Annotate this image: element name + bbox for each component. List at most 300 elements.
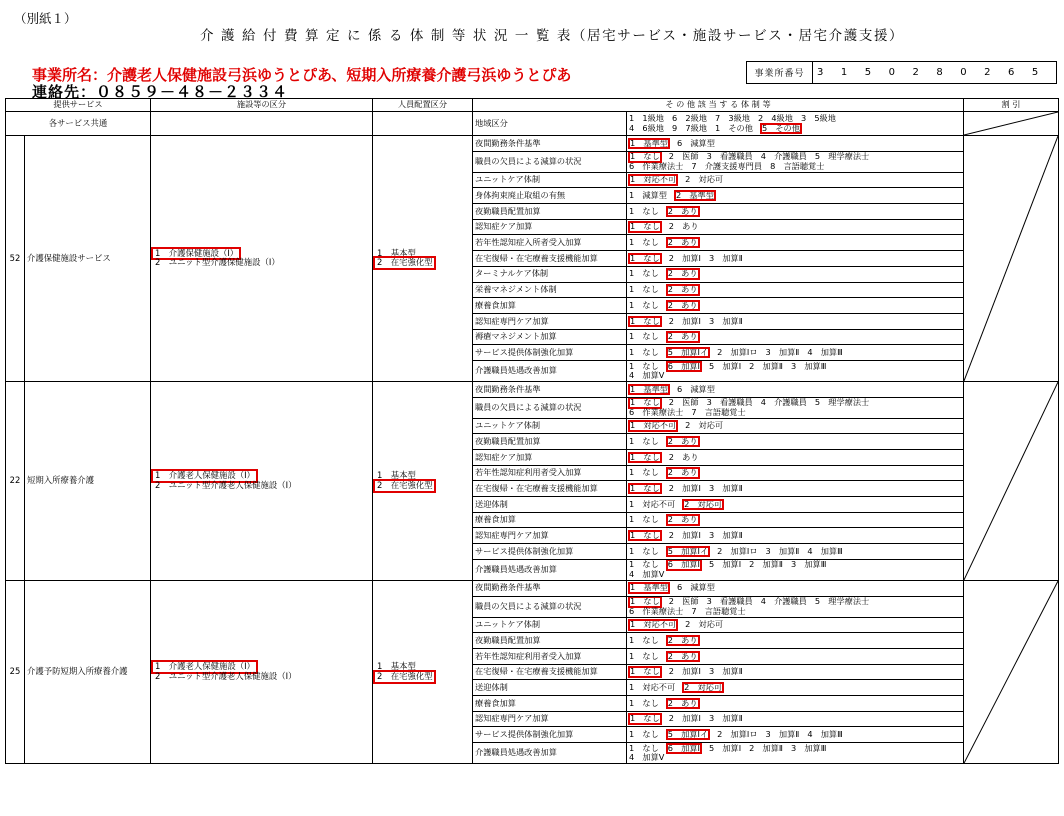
- item-options: [627, 219, 964, 235]
- option: 2 対応可: [685, 619, 724, 630]
- option: 2 4級地: [757, 113, 793, 124]
- option-selected: 1 なし: [630, 666, 660, 677]
- option-line: [629, 371, 961, 380]
- option-selected: 2 あり: [667, 299, 698, 310]
- item-name: ターミナルケア体制: [473, 266, 627, 282]
- option-selected: 1 なし: [630, 530, 660, 541]
- staff-option: 1 基本型: [377, 247, 416, 258]
- option-line: [629, 667, 961, 676]
- option-line: [629, 620, 961, 629]
- option-selected: 5 その他: [761, 122, 800, 133]
- item-options: [627, 136, 964, 152]
- option: 3 看護職員: [706, 151, 753, 162]
- option: 3 加算Ⅱ: [708, 713, 743, 724]
- option-selected: 2 基準型: [675, 190, 714, 200]
- option-selected: 5 加算Ⅰイ: [667, 346, 709, 357]
- item-options: [627, 251, 964, 267]
- office-number-digits: [813, 67, 1056, 78]
- option: 2 医師: [668, 596, 699, 607]
- status-table: [5, 98, 1059, 764]
- option: 4 介護職員: [760, 151, 807, 162]
- item-options: [627, 711, 964, 727]
- option: 1 なし: [629, 545, 659, 556]
- common-row: [6, 112, 1059, 136]
- option: 5 加算Ⅰ: [708, 559, 742, 570]
- discount-cell: [964, 112, 1059, 136]
- option: 2 医師: [668, 397, 699, 408]
- option: 2 加算Ⅰロ: [717, 728, 758, 739]
- option-selected: 2 あり: [667, 268, 698, 279]
- category: 2 ユニット型介護老人保健施設（Ⅰ）: [155, 670, 297, 681]
- option: 1 対応不可: [629, 681, 676, 692]
- item-options: [627, 360, 964, 381]
- option: 1 対応不可: [629, 498, 676, 509]
- service-code: 52: [6, 136, 25, 382]
- item-options: [627, 345, 964, 361]
- option: 2 加算Ⅰ: [668, 666, 701, 677]
- staff-category: [373, 580, 473, 763]
- item-name: 夜間勤務条件基準: [473, 136, 627, 152]
- category-selected: 1 介護老人保健施設（Ⅰ）: [155, 661, 255, 672]
- item-name: 療養食加算: [473, 298, 627, 314]
- item-name: 夜勤職員配置加算: [473, 434, 627, 450]
- office-number-label: 事業所番号: [747, 62, 813, 83]
- option-line: [629, 515, 961, 524]
- office-digit: 5: [864, 67, 872, 78]
- staff-category: [373, 381, 473, 580]
- item-name: 送迎体制: [473, 680, 627, 696]
- office-digit: 1: [840, 67, 848, 78]
- option: 5 理学療法士: [814, 596, 870, 607]
- option: 3 加算Ⅲ: [790, 360, 827, 371]
- item-name: 夜勤職員配置加算: [473, 204, 627, 220]
- staff-option: 1 基本型: [377, 470, 416, 481]
- option-selected: 2 あり: [667, 634, 698, 645]
- service-code: 22: [6, 381, 25, 580]
- option-selected: 2 あり: [667, 237, 698, 248]
- option-selected: 1 なし: [630, 252, 660, 263]
- option: 3 加算Ⅱ: [708, 530, 743, 541]
- item-options: [627, 282, 964, 298]
- item-options: [627, 465, 964, 481]
- option: 2 加算Ⅰ: [668, 713, 701, 724]
- option: 9 7級地: [671, 122, 707, 133]
- item-name: 認知症ケア加算: [473, 450, 627, 466]
- item-options: [627, 188, 964, 204]
- item-options: [627, 695, 964, 711]
- staff-selected: 2 在宅強化型: [377, 670, 433, 681]
- item-options: [627, 528, 964, 544]
- header-staff: 人員配置区分: [373, 99, 473, 112]
- item-options: [627, 313, 964, 329]
- option-line: [629, 332, 961, 341]
- facility-name: 事業所名：介護老人保健施設弓浜ゆうとぴあ、短期入所療養介護弓浜ゆうとぴあ: [32, 66, 572, 84]
- common-item: 地域区分: [473, 112, 627, 136]
- item-options: [627, 596, 964, 617]
- item-options: [627, 617, 964, 633]
- header-service: 提供サービス: [6, 99, 151, 112]
- option-selected: 2 あり: [667, 435, 698, 446]
- option-selected: 2 あり: [667, 514, 698, 525]
- option: 5 加算Ⅰ: [708, 742, 742, 753]
- service-name: 短期入所療養介護: [25, 381, 151, 580]
- item-name: 在宅復帰・在宅療養支援機能加算: [473, 664, 627, 680]
- option: 1 1級地: [629, 113, 664, 124]
- option: 2 加算Ⅰ: [668, 315, 701, 326]
- option-line: [629, 362, 961, 371]
- table-row: [6, 136, 1059, 152]
- option-line: [629, 175, 961, 184]
- item-name: 介護職員処遇改善加算: [473, 360, 627, 381]
- annex-label: （別紙１）: [14, 11, 77, 26]
- discount-cell: [964, 381, 1059, 580]
- option: 6 作業療法士: [629, 160, 684, 171]
- option: 2 加算Ⅱ: [749, 742, 783, 753]
- office-number-box: [746, 61, 1057, 84]
- option-selected: 2 対応可: [684, 681, 723, 692]
- option: 3 加算Ⅱ: [708, 252, 743, 263]
- option-line: [629, 437, 961, 446]
- option-line: [629, 484, 961, 493]
- option: 7 言語聴覚士: [691, 406, 746, 417]
- option: 1 その他: [714, 122, 753, 133]
- option: 1 なし: [629, 559, 659, 570]
- option-line: [629, 207, 961, 216]
- option-line: [629, 500, 961, 509]
- option: 1 なし: [629, 268, 659, 279]
- item-options: [627, 743, 964, 764]
- option: 1 なし: [629, 467, 659, 478]
- option-selected: 2 あり: [667, 467, 698, 478]
- item-name: 在宅復帰・在宅療養支援機能加算: [473, 251, 627, 267]
- item-options: [627, 559, 964, 580]
- staff-selected: 2 在宅強化型: [377, 479, 433, 490]
- option: 3 看護職員: [706, 596, 753, 607]
- header-discount: 割 引: [964, 99, 1059, 112]
- option-selected: 1 基準型: [630, 582, 668, 593]
- item-name: 療養食加算: [473, 512, 627, 528]
- option: 4 加算Ⅲ: [807, 545, 843, 556]
- option-line: [629, 254, 961, 263]
- item-name: 栄養マネジメント体制: [473, 282, 627, 298]
- item-name: 身体拘束廃止取組の有無: [473, 188, 627, 204]
- option: 8 言語聴覚士: [770, 160, 825, 171]
- discount-cell: [964, 580, 1059, 763]
- option-line: [629, 547, 961, 556]
- option-line: [629, 222, 961, 231]
- option-line: [629, 301, 961, 310]
- option: 4 加算Ⅲ: [807, 346, 843, 357]
- option-selected: 6 加算Ⅰ: [667, 360, 700, 371]
- item-name: 認知症専門ケア加算: [473, 711, 627, 727]
- category-selected: 1 介護保健施設（Ⅰ）: [155, 247, 239, 258]
- service-code: 25: [6, 580, 25, 763]
- item-name: 介護職員処遇改善加算: [473, 743, 627, 764]
- option: 3 看護職員: [706, 397, 753, 408]
- option-line: [629, 348, 961, 357]
- option-line: [629, 714, 961, 723]
- diagonal-line: [964, 112, 1058, 135]
- option: 1 なし: [629, 742, 659, 753]
- office-digit: 5: [1031, 67, 1039, 78]
- option: 1 なし: [629, 237, 659, 248]
- option: 4 介護職員: [760, 596, 807, 607]
- item-options: [627, 151, 964, 172]
- option-line: [629, 652, 961, 661]
- option-selected: 1 なし: [630, 221, 660, 232]
- option: 1 なし: [629, 299, 659, 310]
- option: 6 減算型: [676, 137, 715, 148]
- option: 3 加算Ⅲ: [790, 559, 827, 570]
- item-name: 療養食加算: [473, 695, 627, 711]
- item-name: 職員の欠員による減算の状況: [473, 596, 627, 617]
- diagonal-line: [964, 581, 1058, 763]
- item-name: 夜間勤務条件基準: [473, 381, 627, 397]
- common-staff-empty: [373, 112, 473, 136]
- option-selected: 1 基準型: [630, 383, 668, 394]
- option: 2 対応可: [685, 420, 724, 431]
- item-name: 介護職員処遇改善加算: [473, 559, 627, 580]
- option: 1 なし: [629, 697, 659, 708]
- option: 3 加算Ⅱ: [708, 666, 743, 677]
- option: 7 3級地: [714, 113, 750, 124]
- facility-category: [151, 136, 373, 382]
- item-name: 夜間勤務条件基準: [473, 580, 627, 596]
- option-line: [629, 753, 961, 762]
- option-line: [629, 607, 961, 616]
- option-line: [629, 269, 961, 278]
- item-options: [627, 481, 964, 497]
- option: 4 介護職員: [760, 397, 807, 408]
- item-name: ユニットケア体制: [473, 172, 627, 188]
- item-name: 認知症専門ケア加算: [473, 528, 627, 544]
- item-name: 夜勤職員配置加算: [473, 633, 627, 649]
- contact-phone: 連絡先：０８５９－４８－２３３４: [32, 83, 289, 101]
- option: 2 加算Ⅰロ: [717, 346, 758, 357]
- option: 1 なし: [629, 284, 659, 295]
- option-line: [629, 238, 961, 247]
- option-selected: 1 なし: [630, 315, 660, 326]
- staff-option: 1 基本型: [377, 661, 416, 672]
- option-line: [629, 570, 961, 579]
- option-line: [629, 683, 961, 692]
- option-selected: 1 なし: [630, 451, 660, 462]
- option-selected: 1 対応不可: [630, 174, 677, 185]
- item-name: 褥瘡マネジメント加算: [473, 329, 627, 345]
- option: 6 作業療法士: [629, 406, 684, 417]
- option: 4 6級地: [629, 122, 664, 133]
- option-selected: 5 加算Ⅰイ: [667, 545, 709, 556]
- option: 4 加算Ⅴ: [629, 752, 665, 762]
- option-line: [629, 285, 961, 294]
- option: 3 加算Ⅱ: [765, 545, 800, 556]
- item-options: [627, 497, 964, 513]
- option: 3 加算Ⅱ: [765, 346, 800, 357]
- item-options: [627, 727, 964, 743]
- item-options: [627, 680, 964, 696]
- diagonal-line: [964, 136, 1058, 381]
- option: 3 加算Ⅲ: [790, 742, 827, 753]
- item-options: [627, 633, 964, 649]
- option-selected: 2 あり: [667, 650, 698, 661]
- option-selected: 2 あり: [667, 697, 698, 708]
- option: 2 加算Ⅰ: [668, 252, 701, 263]
- option-line: [629, 583, 961, 592]
- item-options: [627, 266, 964, 282]
- option-selected: 1 なし: [630, 596, 660, 607]
- option: 1 なし: [629, 331, 659, 342]
- option: 2 あり: [668, 451, 699, 462]
- option: 1 なし: [629, 728, 659, 739]
- option-line: [629, 453, 961, 462]
- option: 2 医師: [668, 151, 699, 162]
- option: 1 なし: [629, 514, 659, 525]
- option-selected: 1 対応不可: [630, 619, 677, 630]
- option: 5 理学療法士: [814, 151, 870, 162]
- option-line: [629, 124, 961, 133]
- option: 2 加算Ⅱ: [749, 559, 783, 570]
- option-selected: 2 あり: [667, 284, 698, 295]
- option-line: [629, 531, 961, 540]
- item-options: [627, 381, 964, 397]
- option-selected: 2 あり: [667, 205, 698, 216]
- option-selected: 1 なし: [630, 483, 660, 493]
- table-row: [6, 580, 1059, 596]
- item-options: [627, 580, 964, 596]
- option-selected: 2 あり: [667, 331, 698, 342]
- item-name: ユニットケア体制: [473, 418, 627, 434]
- option: 1 なし: [629, 435, 659, 446]
- option: 2 加算Ⅰ: [668, 530, 701, 541]
- option: 7 介護支援専門員: [691, 160, 763, 171]
- option-line: [629, 317, 961, 326]
- option-selected: 1 なし: [630, 397, 660, 408]
- option: 7 言語聴覚士: [691, 605, 746, 616]
- item-options: [627, 235, 964, 251]
- office-digit: 3: [817, 67, 824, 78]
- option: 6 2級地: [671, 113, 707, 124]
- option-line: [629, 408, 961, 417]
- item-name: サービス提供体制強化加算: [473, 544, 627, 560]
- staff-category: [373, 136, 473, 382]
- option: 2 加算Ⅰ: [668, 483, 701, 493]
- item-options: [627, 172, 964, 188]
- item-name: ユニットケア体制: [473, 617, 627, 633]
- service-name: 介護予防短期入所療養介護: [25, 580, 151, 763]
- item-name: 認知症ケア加算: [473, 219, 627, 235]
- item-options: [627, 512, 964, 528]
- staff-selected: 2 在宅強化型: [377, 257, 433, 268]
- option-line: [629, 162, 961, 171]
- option: 1 なし: [629, 634, 659, 645]
- option: 2 加算Ⅱ: [749, 360, 783, 371]
- option: 6 作業療法士: [629, 605, 684, 616]
- option: 1 なし: [629, 205, 659, 216]
- item-options: [627, 450, 964, 466]
- office-digit: 0: [960, 67, 967, 78]
- option: 5 理学療法士: [814, 397, 870, 408]
- header-category: 施設等の区分: [151, 99, 373, 112]
- option-line: [629, 636, 961, 645]
- office-digit: 6: [1008, 67, 1015, 78]
- common-options: [627, 112, 964, 136]
- category: 2 ユニット型介護老人保健施設（Ⅰ）: [155, 479, 297, 490]
- common-service: 各サービス共通: [6, 112, 151, 136]
- table-header-row: [6, 99, 1059, 112]
- option: 3 5級地: [800, 113, 836, 124]
- office-digit: 8: [936, 67, 943, 78]
- option-line: [629, 191, 961, 200]
- item-name: 若年性認知症利用者受入加算: [473, 648, 627, 664]
- option-line: [629, 560, 961, 569]
- option: 1 なし: [629, 346, 659, 357]
- header-other: そ の 他 該 当 す る 体 制 等: [473, 99, 964, 112]
- item-options: [627, 298, 964, 314]
- office-digit: 2: [984, 67, 991, 78]
- item-name: サービス提供体制強化加算: [473, 727, 627, 743]
- option-selected: 1 なし: [630, 713, 660, 724]
- item-name: 職員の欠員による減算の状況: [473, 151, 627, 172]
- category: 2 ユニット型介護保健施設（Ⅰ）: [155, 257, 280, 268]
- option-selected: 5 加算Ⅰイ: [667, 728, 709, 739]
- option: 1 なし: [629, 650, 659, 661]
- diagonal-line: [964, 382, 1058, 580]
- option: 1 減算型: [629, 190, 667, 200]
- item-name: サービス提供体制強化加算: [473, 345, 627, 361]
- option: 4 加算Ⅴ: [629, 369, 665, 380]
- option-line: [629, 139, 961, 148]
- option-selected: 6 加算Ⅰ: [667, 742, 700, 753]
- page-title: 介 護 給 付 費 算 定 に 係 る 体 制 等 状 況 一 覧 表（居宅サービス・施設サービス・居宅介護支援）: [200, 28, 905, 44]
- option: 4 加算Ⅴ: [629, 568, 665, 579]
- service-name: 介護保健施設サービス: [25, 136, 151, 382]
- option-line: [629, 730, 961, 739]
- option: 3 加算Ⅱ: [708, 315, 743, 326]
- option: 6 減算型: [676, 582, 715, 593]
- item-options: [627, 204, 964, 220]
- option: 6 減算型: [676, 383, 715, 394]
- item-name: 在宅復帰・在宅療養支援機能加算: [473, 481, 627, 497]
- item-options: [627, 397, 964, 418]
- item-options: [627, 329, 964, 345]
- option: 2 対応可: [685, 174, 724, 185]
- option-selected: 1 なし: [630, 151, 660, 162]
- option-selected: 1 基準型: [630, 137, 668, 148]
- item-name: 送迎体制: [473, 497, 627, 513]
- option-selected: 1 対応不可: [630, 420, 677, 431]
- office-digit: 2: [912, 67, 919, 78]
- option-line: [629, 699, 961, 708]
- option-selected: 2 対応可: [684, 498, 723, 509]
- item-name: 認知症専門ケア加算: [473, 313, 627, 329]
- option-line: [629, 468, 961, 477]
- option-selected: 6 加算Ⅰ: [667, 559, 700, 570]
- facility-category: [151, 580, 373, 763]
- item-name: 若年性認知症利用者受入加算: [473, 465, 627, 481]
- item-options: [627, 648, 964, 664]
- option: 2 加算Ⅰロ: [717, 545, 758, 556]
- option: 4 加算Ⅲ: [807, 728, 843, 739]
- item-options: [627, 544, 964, 560]
- table-row: [6, 381, 1059, 397]
- category-selected: 1 介護老人保健施設（Ⅰ）: [155, 470, 255, 481]
- option: 3 加算Ⅱ: [765, 728, 800, 739]
- discount-cell: [964, 136, 1059, 382]
- item-options: [627, 664, 964, 680]
- item-options: [627, 418, 964, 434]
- facility-category: [151, 381, 373, 580]
- option-line: [629, 421, 961, 430]
